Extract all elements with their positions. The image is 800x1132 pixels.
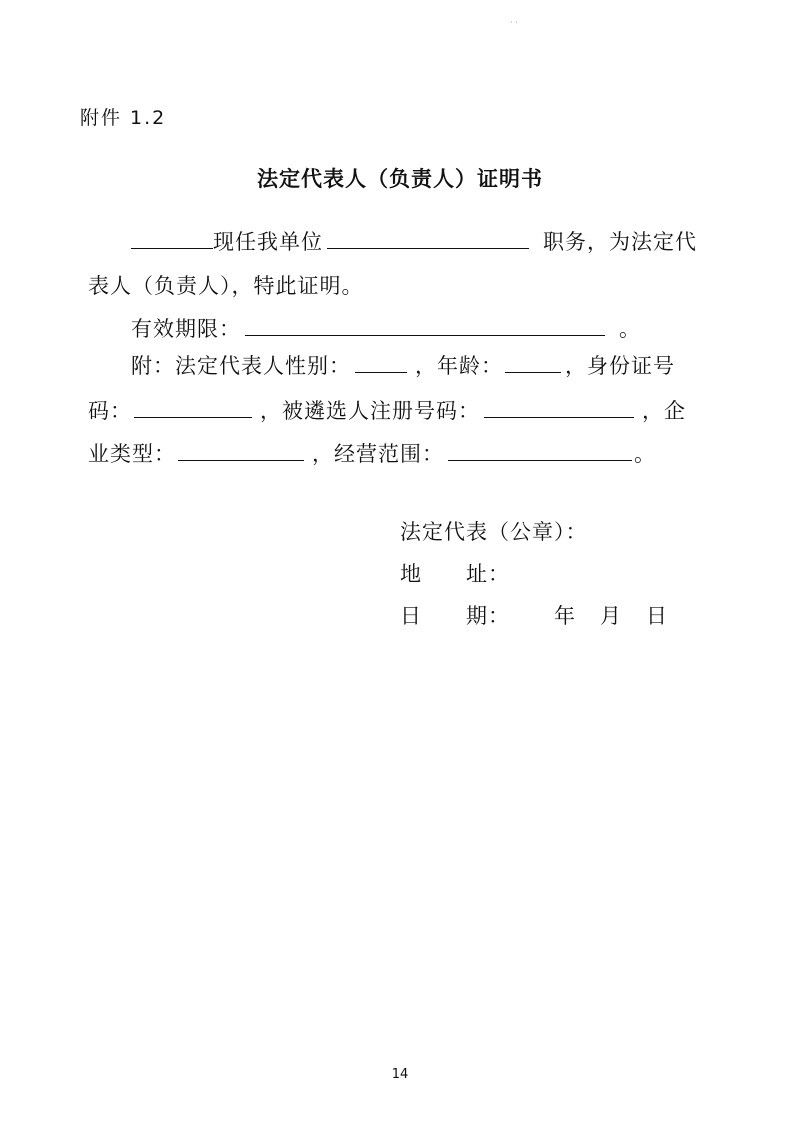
line3-end: 。 bbox=[634, 442, 656, 466]
date-line bbox=[400, 600, 668, 630]
company-type-label: 业类型： bbox=[88, 442, 176, 466]
para1-text-b: 职务，为法定代 bbox=[543, 230, 697, 254]
info-line1 bbox=[131, 350, 675, 380]
validity-line bbox=[131, 313, 641, 343]
para1-line1 bbox=[131, 226, 697, 256]
registration-blank[interactable] bbox=[484, 396, 634, 418]
para1-line2: 表人（负责人），特此证明。 bbox=[88, 274, 364, 298]
seal-label: 法定代表（公章）： bbox=[400, 520, 588, 544]
validity-blank[interactable] bbox=[245, 314, 605, 336]
id-label: ，身份证号 bbox=[565, 354, 675, 378]
gender-label: 附：法定代表人性别： bbox=[131, 354, 351, 378]
validity-end: 。 bbox=[619, 317, 641, 341]
validity-label: 有效期限： bbox=[131, 317, 241, 341]
business-scope-blank[interactable] bbox=[448, 439, 632, 461]
para1-text-a: 现任我单位 bbox=[213, 230, 323, 254]
position-blank[interactable] bbox=[327, 227, 529, 249]
name-blank[interactable] bbox=[131, 227, 213, 249]
document-title: 法定代表人（负责人）证明书 bbox=[257, 167, 543, 191]
company-type-blank[interactable] bbox=[178, 439, 304, 461]
age-blank[interactable] bbox=[505, 351, 561, 373]
year-label: 年 bbox=[554, 604, 576, 628]
age-label: ，年龄： bbox=[415, 354, 503, 378]
day-label: 日 bbox=[646, 604, 668, 628]
id-number-label: 码： bbox=[88, 399, 132, 423]
gender-blank[interactable] bbox=[355, 351, 407, 373]
info-line2 bbox=[88, 395, 686, 425]
scan-marks: · · bbox=[510, 18, 518, 27]
id-number-blank[interactable] bbox=[134, 396, 252, 418]
address-label: 地 址： bbox=[400, 562, 510, 586]
date-label: 日 期： bbox=[400, 604, 510, 628]
registration-label: ，被遴选人注册号码： bbox=[260, 399, 480, 423]
page-number: 14 bbox=[391, 1067, 409, 1082]
line2-end: ，企 bbox=[642, 399, 686, 423]
business-scope-label: ，经营范围： bbox=[312, 442, 444, 466]
attachment-label: 附件 1.2 bbox=[80, 107, 167, 129]
month-label: 月 bbox=[600, 604, 622, 628]
info-line3 bbox=[88, 438, 656, 468]
